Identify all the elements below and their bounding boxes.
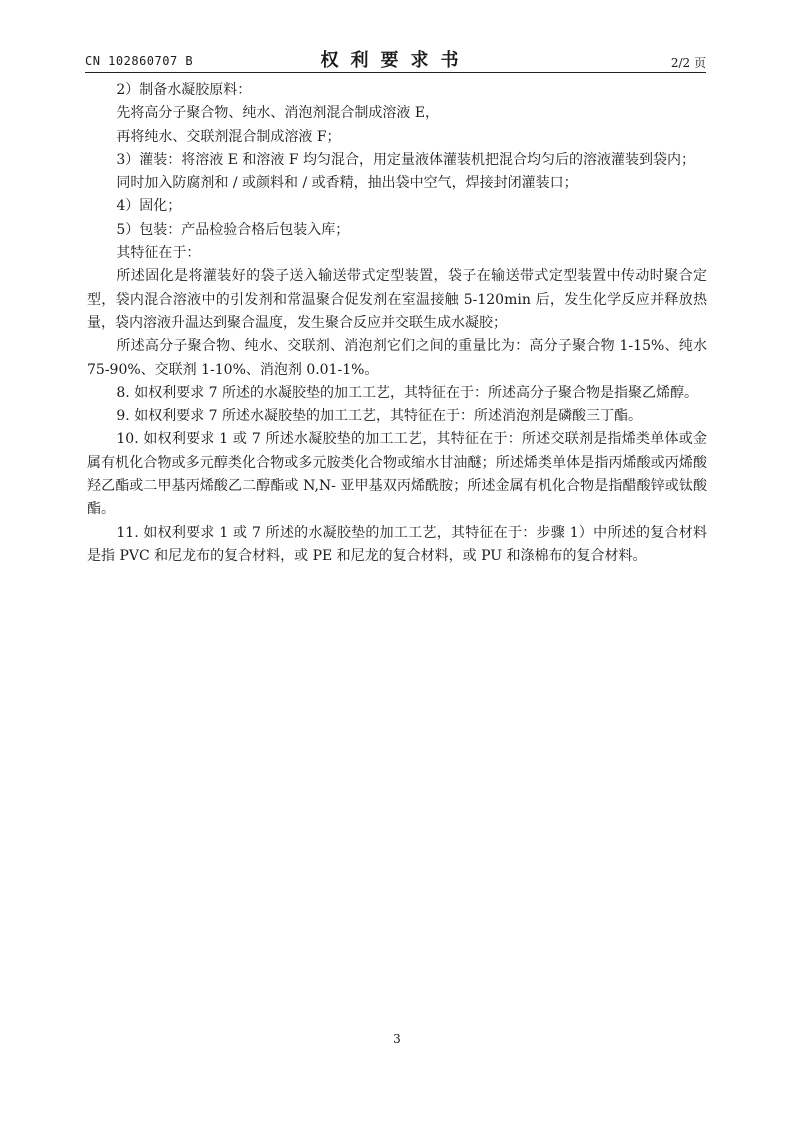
page-indicator: 2/2 页 <box>670 56 706 70</box>
claim-paragraph: 所述高分子聚合物、纯水、交联剂、消泡剂它们之间的重量比为：高分子聚合物 1-15%、纯水 75-90%、交联剂 1-10%、消泡剂 0.01-1%。 <box>87 338 707 378</box>
document-title: 权利要求书 <box>320 50 471 71</box>
claims-body <box>87 79 707 568</box>
claim-paragraph: 其特征在于： <box>116 245 201 262</box>
claim-paragraph: 同时加入防腐剂和 / 或颜料和 / 或香精，抽出袋中空气，焊接封闭灌装口； <box>116 175 578 192</box>
claim-10: 10. 如权利要求 1 或 7 所述水凝胶垫的加工工艺，其特征在于：所述交联剂是指烯类单体或金属有机化合物或多元醇类化合物或多元胺类化合物或缩水甘油醚；所述烯类单体是指丙烯酸或丙烯酸羟乙酯或二甲基丙烯酸乙二醇酯或 N,N- 亚甲基双丙烯酰胺；所述金属有机化合物是指醋酸锌或钛酸酯。 <box>87 431 707 518</box>
claim-paragraph: 所述固化是将灌装好的袋子送入输送带式定型装置，袋子在输送带式定型装置中传动时聚合定型，袋内混合溶液中的引发剂和常温聚合促发剂在室温接触 5-120min 后，发生化学反应并释放热量，袋内溶液升温达到聚合温度，发生聚合反应并交联生成水凝胶； <box>87 268 707 331</box>
header-divider <box>85 72 706 73</box>
claim-11: 11. 如权利要求 1 或 7 所述的水凝胶垫的加工工艺，其特征在于：步骤 1）中所述的复合材料是指 PVC 和尼龙布的复合材料，或 PE 和尼龙的复合材料，或 PU 和涤棉布的复合材料。 <box>87 524 707 564</box>
claim-paragraph: 再将纯水、交联剂混合制成溶液 F； <box>116 128 341 145</box>
claim-9: 9. 如权利要求 7 所述水凝胶垫的加工工艺，其特征在于：所述消泡剂是磷酸三丁酯。 <box>116 408 643 425</box>
claim-paragraph: 3）灌装：将溶液 E 和溶液 F 均匀混合，用定量液体灌装机把混合均匀后的溶液灌装到袋内； <box>116 151 696 168</box>
claim-paragraph: 先将高分子聚合物、纯水、消泡剂混合制成溶液 E， <box>116 105 440 122</box>
claim-paragraph: 5）包装：产品检验合格后包装入库； <box>116 221 350 238</box>
claim-8: 8. 如权利要求 7 所述的水凝胶垫的加工工艺，其特征在于：所述高分子聚合物是指聚乙烯醇。 <box>116 384 699 401</box>
claim-paragraph: 2）制备水凝胶原料： <box>116 82 252 98</box>
publication-number: CN 102860707 B <box>85 54 194 68</box>
page-header <box>85 46 706 70</box>
page-number: 3 <box>393 1032 401 1046</box>
claim-paragraph: 4）固化； <box>116 198 182 215</box>
